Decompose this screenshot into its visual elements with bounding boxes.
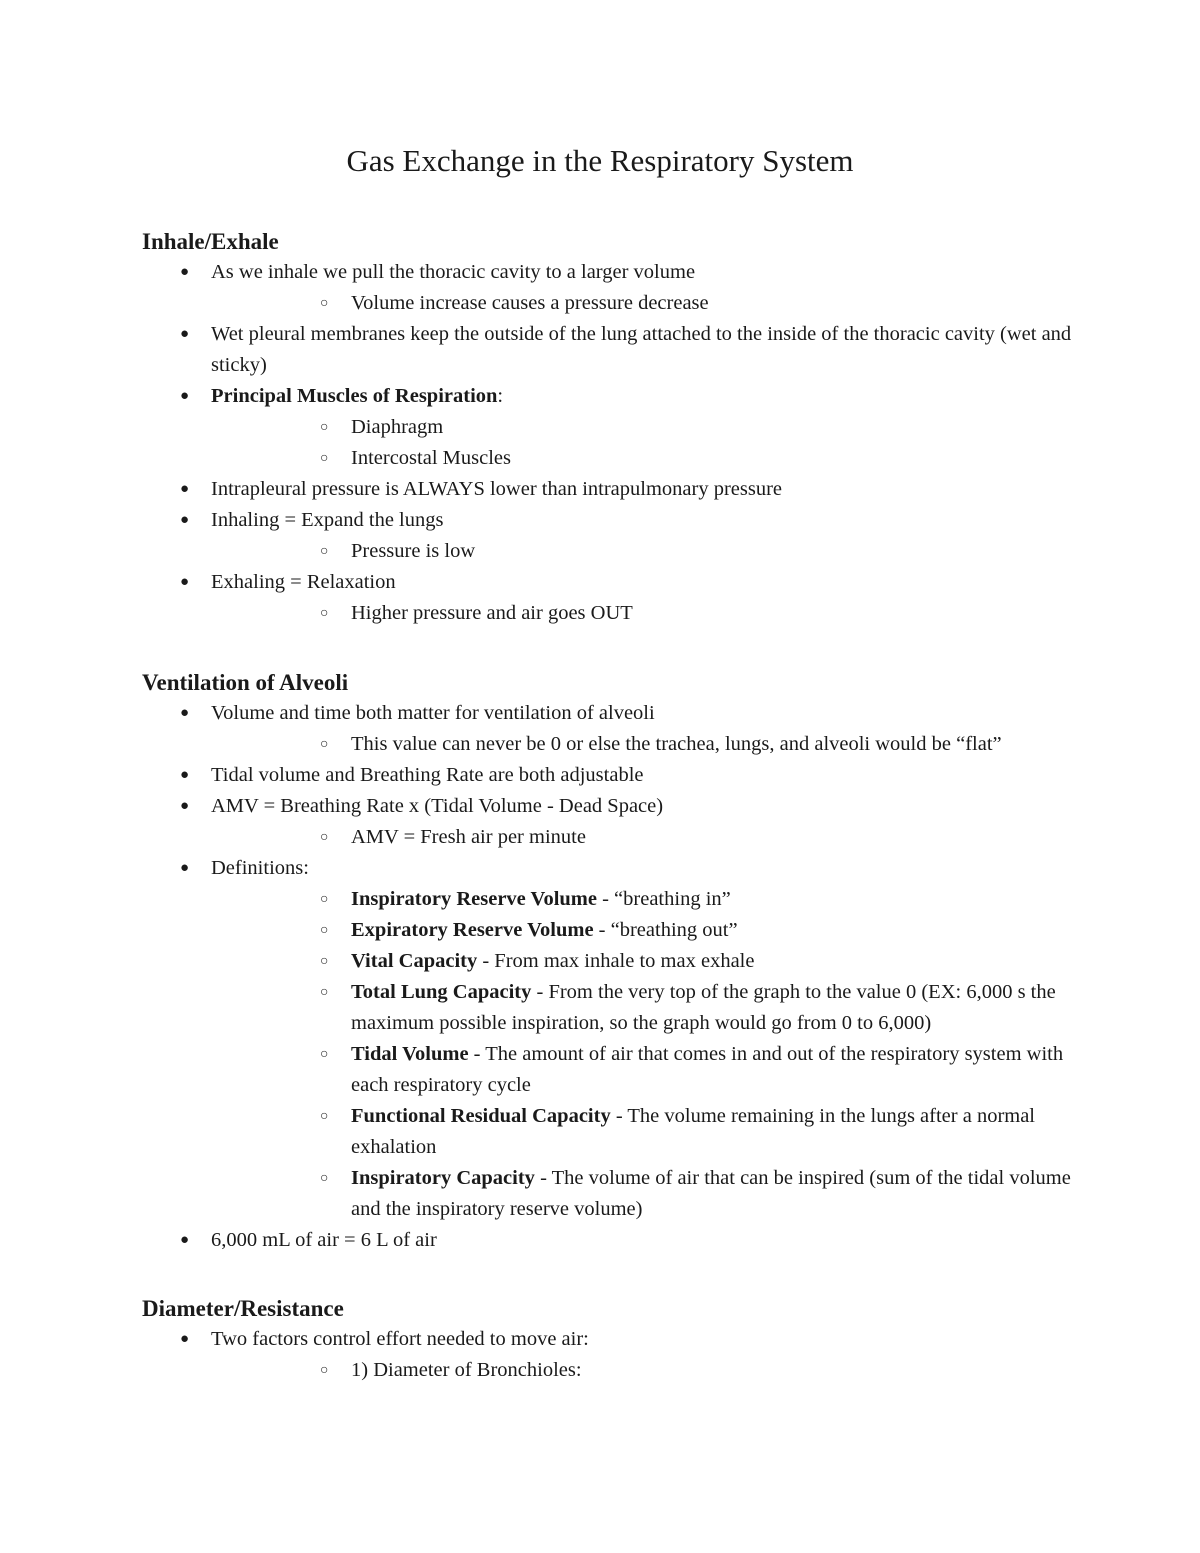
bullet-circle-icon: ○ (320, 296, 329, 311)
list-item: ● Intrapleural pressure is ALWAYS lower than intrapulmonary pressure (142, 474, 1102, 505)
sub-list-item: ○ AMV = Fresh air per minute (211, 822, 1102, 853)
term: Inspiratory Capacity (351, 1167, 535, 1189)
list-item: ● 6,000 mL of air = 6 L of air (142, 1225, 1102, 1256)
term: Functional Residual Capacity (351, 1105, 611, 1127)
bullet-circle-icon: ○ (320, 892, 329, 907)
sub-list (211, 598, 1102, 629)
sub-list-item: ○ 1) Diameter of Bronchioles: (211, 1355, 1102, 1386)
bullet-dot-icon: ● (180, 767, 190, 783)
bullet-dot-icon: ● (180, 512, 190, 528)
section-ventilation-of-alveoli (142, 667, 1102, 1256)
bullet-circle-icon: ○ (320, 985, 329, 1000)
sub-list (211, 412, 1102, 474)
list-item: ● Tidal volume and Breathing Rate are both adjustable (142, 760, 1102, 791)
term: Principal Muscles of Respiration (211, 385, 498, 407)
bullet-circle-icon: ○ (320, 830, 329, 845)
definition-item: ○ Tidal Volume - The amount of air that comes in and out of the respiratory system with each respiratory cycle (211, 1039, 1102, 1101)
bullet-dot-icon: ● (180, 1232, 190, 1248)
sub-list-item: ○ This value can never be 0 or else the trachea, lungs, and alveoli would be “flat” (211, 729, 1102, 760)
sub-list-item: ○ Intercostal Muscles (211, 443, 1102, 474)
term: Inspiratory Reserve Volume (351, 888, 597, 910)
list-item: ● Principal Muscles of Respiration: ○ Diaphragm ○ Intercostal Muscles (142, 381, 1102, 474)
list-item: ● Inhaling = Expand the lungs ○ Pressure is low (142, 505, 1102, 567)
list-item: ● Exhaling = Relaxation ○ Higher pressure and air goes OUT (142, 567, 1102, 629)
bullet-list (142, 257, 1102, 629)
sub-list-item: ○ Pressure is low (211, 536, 1102, 567)
definition-item: ○ Inspiratory Capacity - The volume of air that can be inspired (sum of the tidal volume and the inspiratory reserve volume) (211, 1163, 1102, 1225)
document-title: Gas Exchange in the Respiratory System (346, 143, 854, 178)
bullet-list (142, 1324, 1102, 1386)
section-heading: Ventilation of Alveoli (142, 670, 349, 695)
bullet-dot-icon: ● (180, 1331, 190, 1347)
bullet-circle-icon: ○ (320, 923, 329, 938)
definition-item: ○ Inspiratory Reserve Volume - “breathing in” (211, 884, 1102, 915)
bullet-circle-icon: ○ (320, 544, 329, 559)
bullet-list (142, 698, 1102, 1256)
bullet-circle-icon: ○ (320, 737, 329, 752)
definition-item: ○ Vital Capacity - From max inhale to max exhale (211, 946, 1102, 977)
section-inhale-exhale (142, 226, 1102, 629)
list-item: ● AMV = Breathing Rate x (Tidal Volume - Dead Space) ○ AMV = Fresh air per minute (142, 791, 1102, 853)
section-heading: Inhale/Exhale (142, 229, 279, 254)
sub-list (211, 288, 1102, 319)
bullet-circle-icon: ○ (320, 1171, 329, 1186)
sub-list (211, 536, 1102, 567)
bullet-dot-icon: ● (180, 481, 190, 497)
sub-list-item: ○ Volume increase causes a pressure decrease (211, 288, 1102, 319)
bullet-circle-icon: ○ (320, 1047, 329, 1062)
list-item: ● Volume and time both matter for ventilation of alveoli ○ This value can never be 0 or else the trachea, lungs, and alveoli would be “flat” (142, 698, 1102, 760)
sub-list-item: ○ Higher pressure and air goes OUT (211, 598, 1102, 629)
sub-list (211, 822, 1102, 853)
term: Expiratory Reserve Volume (351, 919, 594, 941)
bullet-circle-icon: ○ (320, 420, 329, 435)
sub-list-item: ○ Diaphragm (211, 412, 1102, 443)
bullet-dot-icon: ● (180, 705, 190, 721)
definition-item: ○ Functional Residual Capacity - The volume remaining in the lungs after a normal exhalation (211, 1101, 1102, 1163)
bullet-dot-icon: ● (180, 860, 190, 876)
sub-list (211, 729, 1102, 760)
bullet-circle-icon: ○ (320, 1109, 329, 1124)
section-heading: Diameter/Resistance (142, 1296, 344, 1321)
bullet-circle-icon: ○ (320, 606, 329, 621)
term: Vital Capacity (351, 950, 478, 972)
definition-item: ○ Total Lung Capacity - From the very top of the graph to the value 0 (EX: 6,000 s the maximum possible inspiration, so the graph would go from 0 to 6,000) (211, 977, 1102, 1039)
sub-list (211, 884, 1102, 1225)
list-item: ● Two factors control effort needed to move air: ○ 1) Diameter of Bronchioles: (142, 1324, 1102, 1386)
bullet-circle-icon: ○ (320, 1363, 329, 1378)
term: Total Lung Capacity (351, 981, 532, 1003)
sub-list (211, 1355, 1102, 1386)
bullet-dot-icon: ● (180, 264, 190, 280)
bullet-dot-icon: ● (180, 388, 190, 404)
list-item: ● Wet pleural membranes keep the outside of the lung attached to the inside of the thoracic cavity (wet and sticky) (142, 319, 1102, 381)
definition-item: ○ Expiratory Reserve Volume - “breathing out” (211, 915, 1102, 946)
bullet-dot-icon: ● (180, 326, 190, 342)
bullet-dot-icon: ● (180, 798, 190, 814)
bullet-circle-icon: ○ (320, 954, 329, 969)
list-item: ● As we inhale we pull the thoracic cavity to a larger volume ○ Volume increase causes a pressure decrease (142, 257, 1102, 319)
section-diameter-resistance (142, 1293, 1102, 1386)
list-item: ● Definitions: ○ Inspiratory Reserve Volume - “breathing in” ○ Expiratory Reserve Volume - “breathing out” ○ Vital Capacity - From max inhale to max exhale ○ Total Lung Capacity - From the very top of the graph to the value 0 (EX: 6,000 s the maximum possible inspiration, so the graph would go from 0 to 6,000) ○ Tidal Volume - The amount of air that comes in and out of the respiratory system with each respiratory cycle ○ Functional Residual Capacity - The volume remaining in the lungs after a normal exhalation ○ Inspiratory Capacity - The volume of air that can be inspired (sum of the tidal volume and the inspiratory reserve volume) (142, 853, 1102, 1225)
bullet-circle-icon: ○ (320, 451, 329, 466)
term: Tidal Volume (351, 1043, 469, 1065)
bullet-dot-icon: ● (180, 574, 190, 590)
